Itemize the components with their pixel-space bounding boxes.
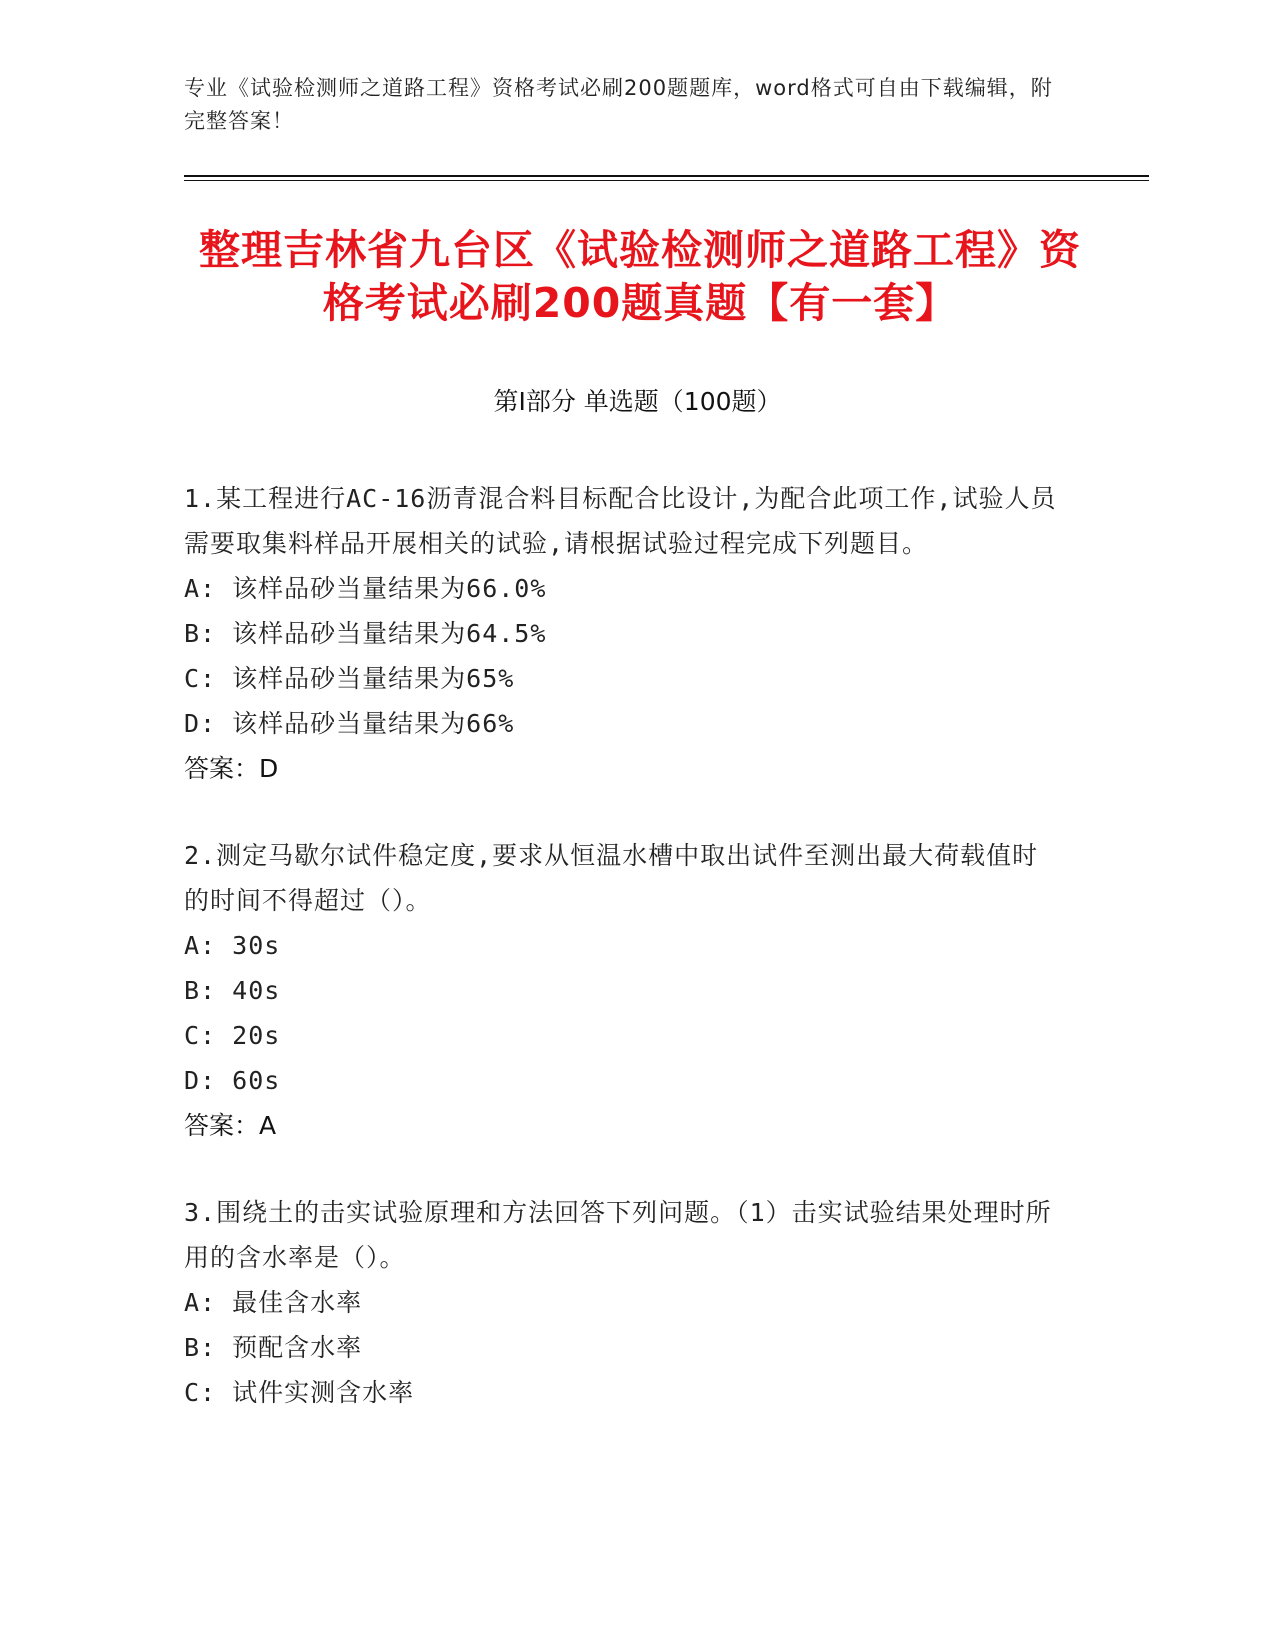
option-d: D: 60s — [184, 1066, 281, 1095]
option-b: B: 预配含水率 — [184, 1333, 363, 1362]
option-d: D: 该样品砂当量结果为66% — [184, 709, 515, 738]
option-a: A: 30s — [184, 931, 281, 960]
question-1 — [184, 476, 1064, 791]
header-divider-thin — [184, 180, 1149, 181]
section-heading: 第Ⅰ部分 单选题（100题） — [493, 387, 782, 416]
option-a: A: 最佳含水率 — [184, 1288, 363, 1317]
option-c: C: 该样品砂当量结果为65% — [184, 664, 515, 693]
question-stem: 2.测定马歇尔试件稳定度,要求从恒温水槽中取出试件至测出最大荷载值时的时间不得超过（）。 — [184, 841, 1039, 915]
document-title: 整理吉林省九台区《试验检测师之道路工程》资格考试必刷200题真题【有一套】 — [199, 226, 1081, 327]
question-3 — [184, 1190, 1064, 1415]
answer: 答案：D — [184, 754, 279, 783]
option-c: C: 20s — [184, 1021, 281, 1050]
option-c: C: 试件实测含水率 — [184, 1378, 415, 1407]
question-stem: 1.某工程进行AC-16沥青混合料目标配合比设计,为配合此项工作,试验人员需要取集料样品开展相关的试验,请根据试验过程完成下列题目。 — [184, 484, 1057, 558]
option-b: B: 该样品砂当量结果为64.5% — [184, 619, 547, 648]
header-divider-thick — [184, 175, 1149, 177]
answer: 答案：A — [184, 1111, 277, 1140]
question-2 — [184, 833, 1064, 1148]
question-list — [184, 476, 1064, 1457]
option-b: B: 40s — [184, 976, 281, 1005]
question-stem: 3.围绕土的击实试验原理和方法回答下列问题。（1）击实试验结果处理时所用的含水率是（）。 — [184, 1198, 1052, 1272]
header-note: 专业《试验检测师之道路工程》资格考试必刷200题题库，word格式可自由下载编辑，附完整答案！ — [184, 76, 1053, 133]
option-a: A: 该样品砂当量结果为66.0% — [184, 574, 547, 603]
